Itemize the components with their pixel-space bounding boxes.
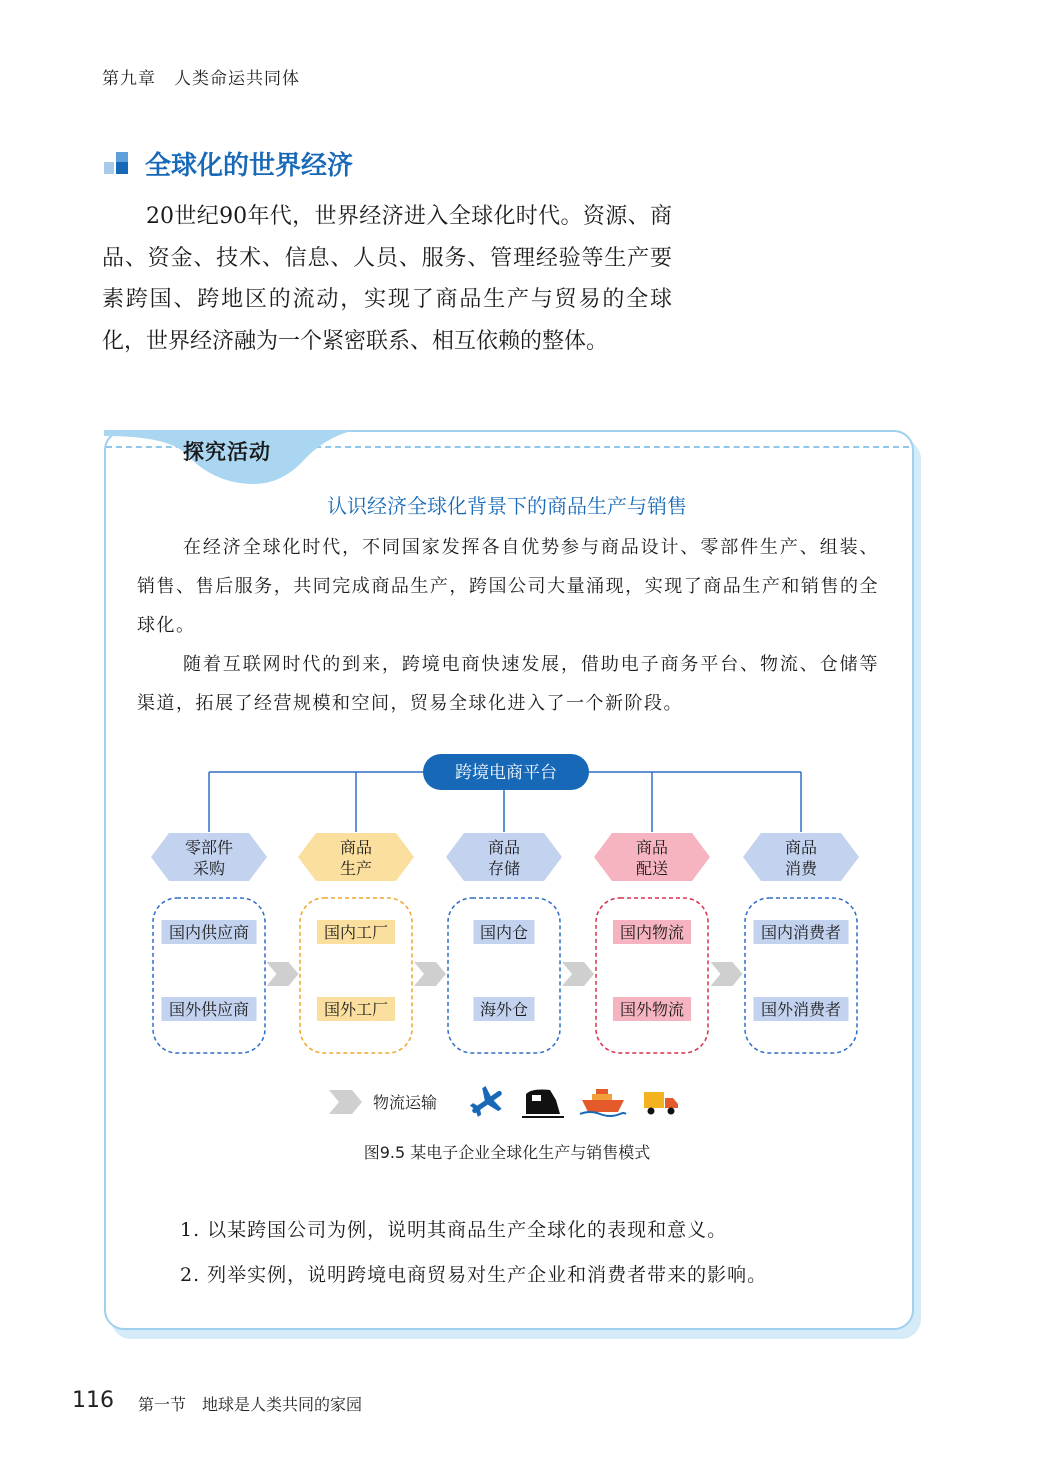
stage-label-line2: 消费 — [784, 859, 818, 878]
flow-arrow-icon — [711, 962, 743, 986]
stage-1 — [151, 833, 267, 1053]
page-number: 116 — [72, 1388, 114, 1413]
activity-body — [137, 528, 879, 723]
footer-section-title: 地球是人类共同的家园 — [202, 1395, 363, 1414]
stage-foreign-label: 国外消费者 — [760, 1000, 842, 1019]
stage-2 — [298, 833, 414, 1053]
train-icon — [522, 1090, 564, 1118]
truck-icon — [644, 1092, 678, 1115]
platform-label: 跨境电商平台 — [455, 763, 557, 783]
flow-arrow-icon — [562, 962, 594, 986]
flow-arrow-icon — [267, 962, 299, 986]
intro-paragraph: 20世纪90年代，世界经济进入全球化时代。资源、商品、资金、技术、信息、人员、服务、管理经验等生产要素跨国、跨地区的流动，实现了商品生产与贸易的全球化，世界经济融为一个紧密联系、相互依赖的整体。 — [102, 204, 672, 354]
legend-label: 物流运输 — [373, 1093, 438, 1112]
flow-arrow-icon — [414, 962, 446, 986]
legend-arrow-icon — [329, 1090, 362, 1114]
stage-4 — [594, 833, 710, 1053]
stage-label-line2: 配送 — [635, 859, 669, 878]
figure-caption: 图9.5 某电子企业全球化生产与销售模式 — [363, 1143, 651, 1162]
section-title: 全球化的世界经济 — [145, 151, 354, 181]
stage-foreign-label: 海外仓 — [479, 1000, 529, 1019]
activity-questions — [180, 1208, 767, 1298]
stage-label-line2: 采购 — [192, 859, 226, 878]
chapter-number: 第九章 — [102, 69, 156, 89]
ship-icon — [580, 1089, 626, 1116]
stage-3 — [446, 833, 562, 1053]
chapter-title: 人类命运共同体 — [174, 69, 300, 89]
legend — [329, 1082, 678, 1123]
stage-domestic-label: 国内仓 — [479, 923, 529, 942]
stage-domestic-label: 国内工厂 — [323, 923, 389, 942]
stage-domestic-label: 国内供应商 — [168, 923, 250, 942]
stage-label-line1: 零部件 — [184, 838, 234, 857]
chapter-header — [102, 64, 300, 89]
footer-section — [138, 1392, 362, 1415]
ecommerce-flow-diagram — [104, 748, 910, 1133]
activity-paragraph-1: 在经济全球化时代，不同国家发挥各自优势参与商品设计、零部件生产、组装、销售、售后服务，共同完成商品生产，跨国公司大量涌现，实现了商品生产和销售的全球化。 — [137, 537, 879, 636]
stage-domestic-label: 国内物流 — [619, 923, 685, 942]
stage-label-line1: 商品 — [339, 838, 373, 857]
airplane-icon — [466, 1082, 507, 1123]
stage-domestic-label: 国内消费者 — [760, 923, 842, 942]
stage-foreign-label: 国外工厂 — [323, 1000, 389, 1019]
stage-label-line2: 存储 — [487, 859, 521, 878]
stage-label-line1: 商品 — [487, 838, 521, 857]
stage-label-line2: 生产 — [339, 859, 373, 878]
stage-label-line1: 商品 — [784, 838, 818, 857]
activity-title: 认识经济全球化背景下的商品生产与销售 — [327, 494, 687, 518]
activity-tab-label: 探究活动 — [183, 440, 271, 464]
stage-foreign-label: 国外供应商 — [168, 1000, 250, 1019]
activity-paragraph-2: 随着互联网时代的到来，跨境电商快速发展，借助电子商务平台、物流、仓储等渠道，拓展了经营规模和空间，贸易全球化进入了一个新阶段。 — [137, 654, 879, 714]
question-1: 1. 以某跨国公司为例，说明其商品生产全球化的表现和意义。 — [180, 1219, 728, 1241]
section-marker-icon — [104, 150, 130, 176]
question-2: 2. 列举实例，说明跨境电商贸易对生产企业和消费者带来的影响。 — [180, 1264, 768, 1286]
footer-section-number: 第一节 — [138, 1395, 187, 1414]
stage-foreign-label: 国外物流 — [619, 1000, 685, 1019]
stage-5 — [743, 833, 859, 1053]
stage-label-line1: 商品 — [635, 838, 669, 857]
